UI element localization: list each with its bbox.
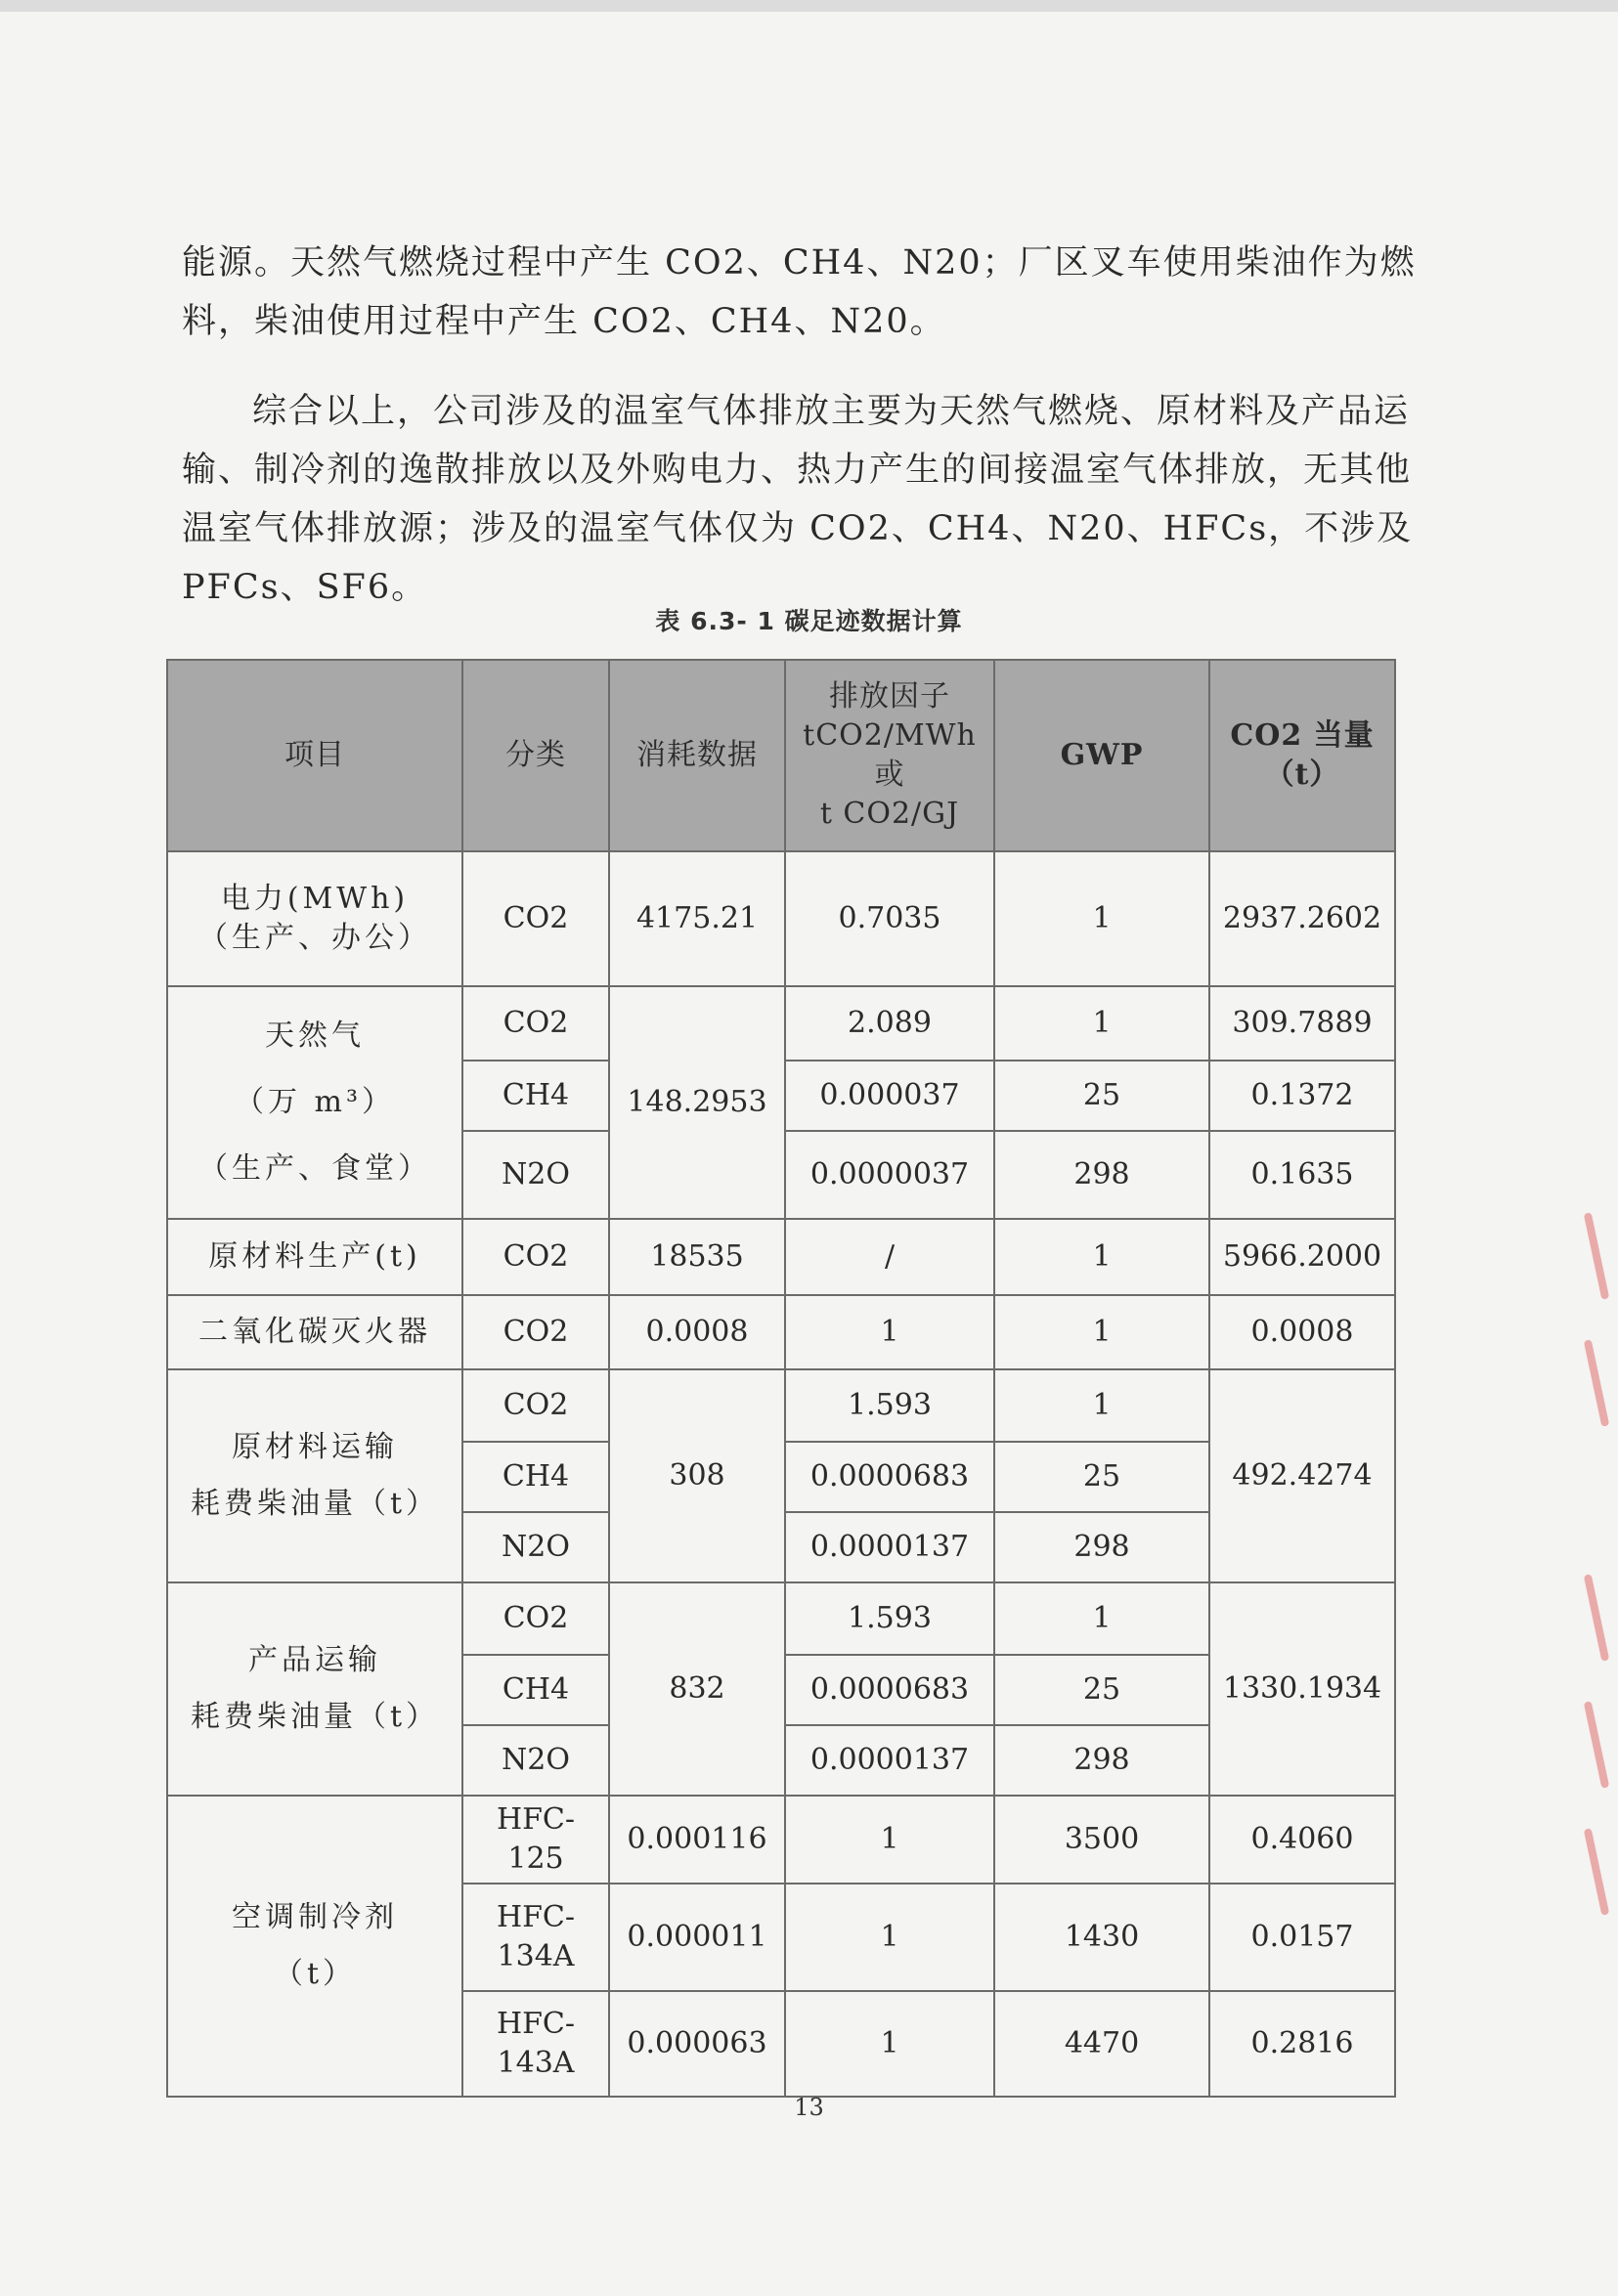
category-cell: CH4 [462,1655,609,1725]
consumption-cell: 4175.21 [609,851,785,986]
co2eq-cell: 0.2816 [1209,1991,1395,2097]
co2eq-cell: 5966.2000 [1209,1219,1395,1295]
item-raw-material-transport [167,1369,462,1582]
consumption-cell: 0.000063 [609,1991,785,2097]
gwp-cell: 3500 [994,1796,1209,1884]
item-line: 原材料运输 [232,1430,398,1464]
co2eq-cell: 309.7889 [1209,986,1395,1061]
table-row [167,1295,1395,1369]
table-caption: 表 6.3- 1 碳足迹数据计算 [655,607,963,635]
item-refrigerant [167,1796,462,2097]
table-row [167,1582,1395,1655]
gwp-cell: 1 [994,851,1209,986]
consumption-cell: 0.000011 [609,1884,785,1991]
header-co2eq-line2: （t） [1264,758,1340,792]
item-line: 电力(MWh) [220,882,410,916]
category-cell: CO2 [462,986,609,1061]
header-factor-line1: 排放因子 [829,679,950,714]
factor-cell: 1 [785,1991,994,2097]
paragraph-1: 能源。天然气燃烧过程中产生 CO2、CH4、N20；厂区叉车使用柴油作为燃料，柴油使用过程中产生 CO2、CH4、N20。 [182,243,1417,341]
gwp-cell: 1430 [994,1884,1209,1991]
table-row [167,1369,1395,1442]
carbon-footprint-table [166,659,1396,2098]
factor-cell: 0.0000137 [785,1725,994,1796]
gwp-cell: 1 [994,1295,1209,1369]
item-line: 耗费柴油量（t） [190,1700,440,1734]
factor-cell: 0.0000683 [785,1442,994,1512]
category-cell: CO2 [462,1219,609,1295]
consumption-cell: 832 [609,1582,785,1796]
category-line: 134A [497,1939,575,1973]
header-factor-line3: t CO2/GJ [819,797,960,831]
consumption-cell: 0.0008 [609,1295,785,1369]
category-line: HFC- [496,2007,576,2041]
gwp-cell: 1 [994,1219,1209,1295]
category-cell: CH4 [462,1061,609,1131]
table-row [167,851,1395,986]
category-cell [462,1884,609,1991]
factor-cell: 1.593 [785,1582,994,1655]
factor-cell: 0.0000137 [785,1512,994,1582]
factor-cell: 0.0000683 [785,1655,994,1725]
co2eq-cell: 0.1372 [1209,1061,1395,1131]
header-gwp: GWP [994,660,1209,851]
consumption-cell: 0.000116 [609,1796,785,1884]
category-line: 143A [497,2046,575,2080]
gwp-cell: 298 [994,1512,1209,1582]
item-line: （t） [273,1957,357,1991]
header-co2-equivalent [1209,660,1395,851]
factor-cell: 0.000037 [785,1061,994,1131]
category-cell: N2O [462,1725,609,1796]
item-line: （生产、办公） [198,921,431,955]
factor-cell: 0.0000037 [785,1131,994,1219]
category-cell: N2O [462,1512,609,1582]
gwp-cell: 1 [994,986,1209,1061]
header-factor-line2: tCO2/MWh 或 [803,718,977,792]
factor-cell: 1 [785,1884,994,1991]
item-line: （生产、食堂） [198,1151,431,1186]
item-line: 天然气 [265,1018,365,1053]
header-category: 分类 [462,660,609,851]
category-cell: CO2 [462,851,609,986]
gwp-cell: 1 [994,1582,1209,1655]
gwp-cell: 298 [994,1725,1209,1796]
category-cell: N2O [462,1131,609,1219]
category-line: HFC- [496,1900,576,1934]
item-line: （万 m³） [234,1085,395,1119]
header-item: 项目 [167,660,462,851]
factor-cell: / [785,1219,994,1295]
page-number: 13 [794,2094,824,2121]
gwp-cell: 25 [994,1655,1209,1725]
seal-mark-top [1582,1212,1611,1466]
header-consumption: 消耗数据 [609,660,785,851]
co2eq-cell: 0.4060 [1209,1796,1395,1884]
table-row [167,1219,1395,1295]
factor-cell: 2.089 [785,986,994,1061]
table-row [167,986,1395,1061]
header-emission-factor [785,660,994,851]
co2eq-cell: 492.4274 [1209,1369,1395,1582]
header-co2eq-line1: CO2 当量 [1230,718,1375,753]
gwp-cell: 1 [994,1369,1209,1442]
paragraph-2: 综合以上，公司涉及的温室气体排放主要为天然气燃烧、原材料及产品运输、制冷剂的逸散排放以及外购电力、热力产生的间接温室气体排放，无其他温室气体排放源；涉及的温室气体仅为 CO2、CH4、N20、HFCs，不涉及 PFCs、SF6。 [182,392,1414,607]
consumption-cell: 148.2953 [609,986,785,1219]
scan-top-edge [0,0,1618,12]
co2eq-cell: 0.1635 [1209,1131,1395,1219]
gwp-cell: 25 [994,1442,1209,1512]
item-product-transport [167,1582,462,1796]
co2eq-cell: 0.0008 [1209,1295,1395,1369]
category-cell [462,1796,609,1884]
factor-cell: 0.7035 [785,851,994,986]
category-cell: CO2 [462,1369,609,1442]
category-cell: CO2 [462,1582,609,1655]
item-line: 耗费柴油量（t） [190,1487,440,1521]
item-raw-material-production: 原材料生产(t) [167,1219,462,1295]
consumption-cell: 308 [609,1369,785,1582]
seal-mark-bottom [1582,1574,1611,1955]
category-cell: CH4 [462,1442,609,1512]
item-line: 空调制冷剂 [232,1900,398,1934]
category-cell [462,1991,609,2097]
gwp-cell: 298 [994,1131,1209,1219]
factor-cell: 1.593 [785,1369,994,1442]
item-co2-extinguisher: 二氧化碳灭火器 [167,1295,462,1369]
category-line: HFC-125 [496,1802,576,1876]
table-row [167,1796,1395,1884]
item-electricity [167,851,462,986]
category-cell: CO2 [462,1295,609,1369]
item-natural-gas [167,986,462,1219]
table-header-row [167,660,1395,851]
co2eq-cell: 0.0157 [1209,1884,1395,1991]
co2eq-cell: 2937.2602 [1209,851,1395,986]
factor-cell: 1 [785,1295,994,1369]
item-line: 产品运输 [248,1643,381,1677]
gwp-cell: 4470 [994,1991,1209,2097]
gwp-cell: 25 [994,1061,1209,1131]
co2eq-cell: 1330.1934 [1209,1582,1395,1796]
consumption-cell: 18535 [609,1219,785,1295]
factor-cell: 1 [785,1796,994,1884]
